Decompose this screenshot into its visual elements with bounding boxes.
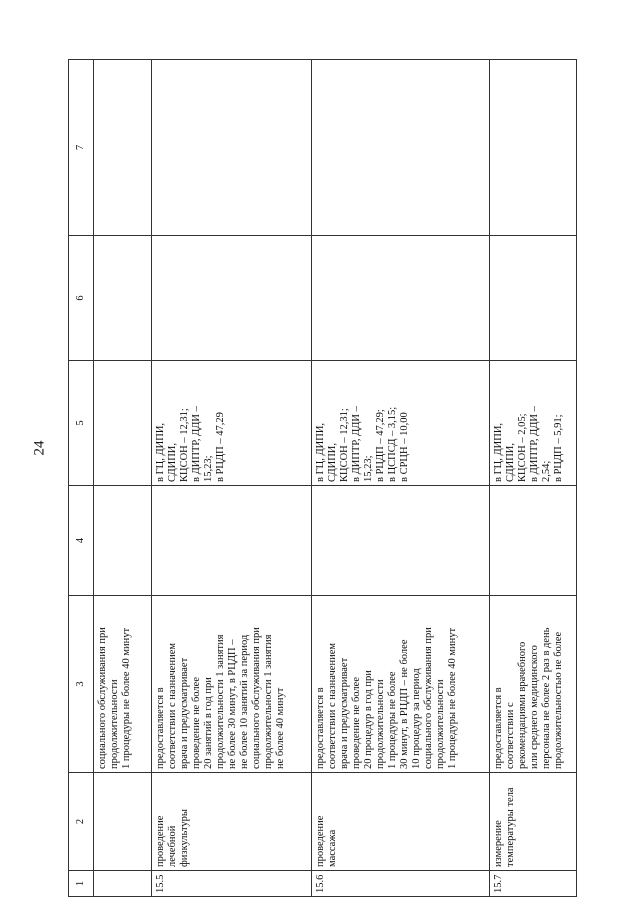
table-row [94,60,152,897]
header-cell-7: 7 [69,60,94,236]
page-number: 24 [31,440,48,456]
col7-cell [312,60,490,236]
header-row [69,60,94,897]
col7-cell [152,60,312,236]
service-description: предоставляется в соответствии с рекомендациями врачебного или среднего медицинского персонала не более 2 раз в день продолжительностью не более [490,596,577,773]
col6-cell [152,236,312,361]
services-table [68,59,577,897]
col6-cell [490,236,577,361]
header-cell-4: 4 [69,486,94,596]
table-row [312,60,490,897]
row-number [94,871,152,897]
row-number: 15.7 [490,871,577,897]
col6-cell [312,236,490,361]
row-number: 15.6 [312,871,490,897]
table-row [152,60,312,897]
col4-cell [94,486,152,596]
header-cell-2: 2 [69,773,94,871]
service-description: предоставляется в соответствии с назначением врача и предусматривает проведение не более 20 занятий в год при продолжительности 1 занятия не более 30 минут, в РЦДП – не более 10 занятий за период социального обслуживания при продолжительности 1 занятия не более 40 минут [152,596,312,773]
service-name: проведение лечебной физкультуры [152,773,312,871]
row-number: 15.5 [152,871,312,897]
service-name: проведение массажа [312,773,490,871]
col7-cell [94,60,152,236]
header-cell-1: 1 [69,871,94,897]
col4-cell [152,486,312,596]
tariff-cell: в ГЦ, ДИПИ, СДИПИ, КЦСОН – 2,05; в ДИПТР, ДДИ – 2,54; в РЦДП – 5,91; [490,361,577,486]
tariff-cell [94,361,152,486]
service-description: социального обслуживания при продолжительности 1 процедуры не более 40 минут [94,596,152,773]
table-row [490,60,577,897]
header-cell-3: 3 [69,596,94,773]
table-container [68,60,577,897]
header-cell-5: 5 [69,361,94,486]
service-name [94,773,152,871]
col7-cell [490,60,577,236]
tariff-cell: в ГЦ, ДИПИ, СДИПИ, КЦСОН – 12,31; в ДИПТР, ДДИ – 15,23; в РЦДП – 47,29 [152,361,312,486]
col4-cell [312,486,490,596]
tariff-cell: в ГЦ, ДИПИ, СДИПИ, КЦСОН – 12,31; в ДИПТР, ДДИ – 15,23; в РЦДП – 47,29; в ЦСПСД – 3,15; в СРЦН – 10,00 [312,361,490,486]
col6-cell [94,236,152,361]
service-name: измерение температуры тела [490,773,577,871]
service-description: предоставляется в соответствии с назначением врача и предусматривает проведение не более 20 процедур в год при продолжительности 1 процедуры не более 30 минут, в РЦДП – не более 10 процедур за период социального обслуживания при продолжительности 1 процедуры не более 40 минут [312,596,490,773]
col4-cell [490,486,577,596]
header-cell-6: 6 [69,236,94,361]
